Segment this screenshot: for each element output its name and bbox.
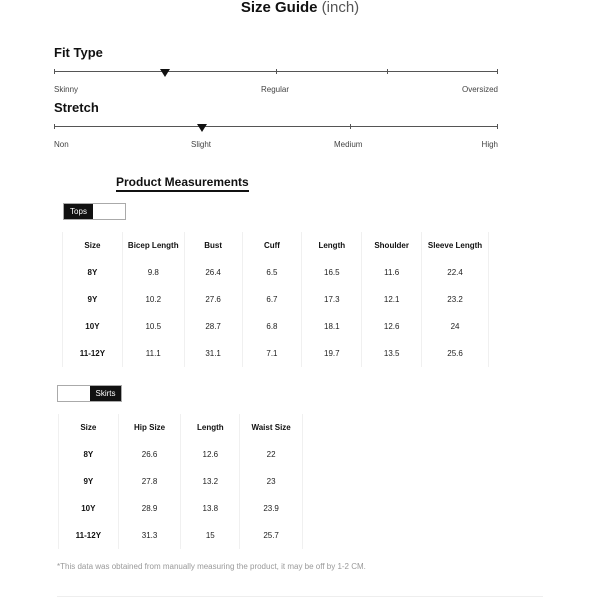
- tops-value-cell: 19.7: [302, 340, 362, 367]
- stretch-marker-icon: [197, 124, 207, 132]
- tops-value-cell: 22.4: [422, 259, 489, 286]
- skirts-table-row: [59, 441, 303, 468]
- fit-tick: [54, 69, 55, 74]
- skirts-measurement-table: [58, 414, 303, 549]
- tops-table-row: [63, 286, 489, 313]
- skirts-size-cell: 10Y: [59, 495, 119, 522]
- skirts-tab-bar: [57, 385, 122, 402]
- tops-table-row: [63, 259, 489, 286]
- skirts-value-cell: 23.9: [240, 495, 303, 522]
- tops-value-cell: 26.4: [184, 259, 242, 286]
- tops-value-cell: 28.7: [184, 313, 242, 340]
- tops-size-cell: 9Y: [63, 286, 123, 313]
- size-guide-title: Size Guide: [240, 0, 318, 16]
- fit-label-oversized: Oversized: [461, 85, 498, 94]
- skirts-header-row: [59, 414, 303, 441]
- product-measurements-title: Product Measurements: [116, 175, 249, 192]
- divider: [57, 596, 543, 597]
- tops-value-cell: 6.5: [242, 259, 302, 286]
- skirts-value-cell: 22: [240, 441, 303, 468]
- skirts-size-cell: 11-12Y: [59, 522, 119, 549]
- tops-header-row: [63, 232, 489, 259]
- skirts-value-cell: 31.3: [118, 522, 181, 549]
- skirts-value-cell: 23: [240, 468, 303, 495]
- tops-value-cell: 13.5: [362, 340, 422, 367]
- stretch-scale: [54, 126, 498, 127]
- tops-value-cell: 31.1: [184, 340, 242, 367]
- tops-column-header: Length: [302, 232, 362, 259]
- tops-value-cell: 11.6: [362, 259, 422, 286]
- stretch-tick: [350, 124, 351, 129]
- stretch-tick: [497, 124, 498, 129]
- stretch-title: Stretch: [54, 100, 99, 115]
- tops-value-cell: 10.5: [122, 313, 184, 340]
- tops-value-cell: 6.8: [242, 313, 302, 340]
- stretch-label-high: High: [481, 140, 498, 149]
- fit-type-marker-icon: [160, 69, 170, 77]
- skirts-table-row: [59, 468, 303, 495]
- skirts-value-cell: 26.6: [118, 441, 181, 468]
- tops-value-cell: 7.1: [242, 340, 302, 367]
- tops-tab-bar: [63, 203, 126, 220]
- page-title: [0, 0, 600, 16]
- tops-column-header: Cuff: [242, 232, 302, 259]
- skirts-column-header: Length: [181, 414, 240, 441]
- skirts-column-header: Size: [59, 414, 119, 441]
- tab-tops-blank[interactable]: [93, 204, 125, 219]
- stretch-label-medium: Medium: [334, 140, 363, 149]
- fit-tick: [497, 69, 498, 74]
- stretch-label-slight: Slight: [191, 140, 212, 149]
- fit-tick: [387, 69, 388, 74]
- skirts-table-row: [59, 522, 303, 549]
- tops-value-cell: 12.6: [362, 313, 422, 340]
- skirts-size-cell: 9Y: [59, 468, 119, 495]
- measurement-note: *This data was obtained from manually measuring the product, it may be off by 1-2 CM.: [57, 562, 366, 571]
- tops-column-header: Bust: [184, 232, 242, 259]
- skirts-size-cell: 8Y: [59, 441, 119, 468]
- size-guide-unit: (inch): [321, 0, 360, 16]
- tops-column-header: Size: [63, 232, 123, 259]
- skirts-value-cell: 15: [181, 522, 240, 549]
- fit-label-regular: Regular: [261, 85, 290, 94]
- skirts-value-cell: 12.6: [181, 441, 240, 468]
- tab-tops[interactable]: Tops: [64, 204, 93, 219]
- tops-table-row: [63, 313, 489, 340]
- stretch-label-non: Non: [54, 140, 69, 149]
- tops-value-cell: 23.2: [422, 286, 489, 313]
- skirts-value-cell: 13.8: [181, 495, 240, 522]
- tops-column-header: Shoulder: [362, 232, 422, 259]
- tops-value-cell: 9.8: [122, 259, 184, 286]
- tops-size-cell: 8Y: [63, 259, 123, 286]
- tops-value-cell: 16.5: [302, 259, 362, 286]
- tab-skirts-blank[interactable]: [58, 386, 90, 401]
- fit-type-scale: [54, 71, 498, 72]
- skirts-value-cell: 27.8: [118, 468, 181, 495]
- tops-value-cell: 18.1: [302, 313, 362, 340]
- tops-measurement-table: [62, 232, 489, 367]
- tops-value-cell: 24: [422, 313, 489, 340]
- stretch-tick: [54, 124, 55, 129]
- skirts-column-header: Hip Size: [118, 414, 181, 441]
- skirts-value-cell: 25.7: [240, 522, 303, 549]
- skirts-value-cell: 28.9: [118, 495, 181, 522]
- tab-skirts[interactable]: Skirts: [90, 386, 121, 401]
- tops-column-header: Bicep Length: [122, 232, 184, 259]
- tops-value-cell: 11.1: [122, 340, 184, 367]
- tops-size-cell: 11-12Y: [63, 340, 123, 367]
- skirts-column-header: Waist Size: [240, 414, 303, 441]
- skirts-table-row: [59, 495, 303, 522]
- tops-value-cell: 6.7: [242, 286, 302, 313]
- tops-table-row: [63, 340, 489, 367]
- fit-label-skinny: Skinny: [54, 85, 79, 94]
- tops-value-cell: 10.2: [122, 286, 184, 313]
- skirts-value-cell: 13.2: [181, 468, 240, 495]
- tops-value-cell: 12.1: [362, 286, 422, 313]
- fit-type-title: Fit Type: [54, 45, 103, 60]
- tops-value-cell: 27.6: [184, 286, 242, 313]
- tops-size-cell: 10Y: [63, 313, 123, 340]
- tops-value-cell: 25.6: [422, 340, 489, 367]
- tops-column-header: Sleeve Length: [422, 232, 489, 259]
- fit-tick: [276, 69, 277, 74]
- tops-value-cell: 17.3: [302, 286, 362, 313]
